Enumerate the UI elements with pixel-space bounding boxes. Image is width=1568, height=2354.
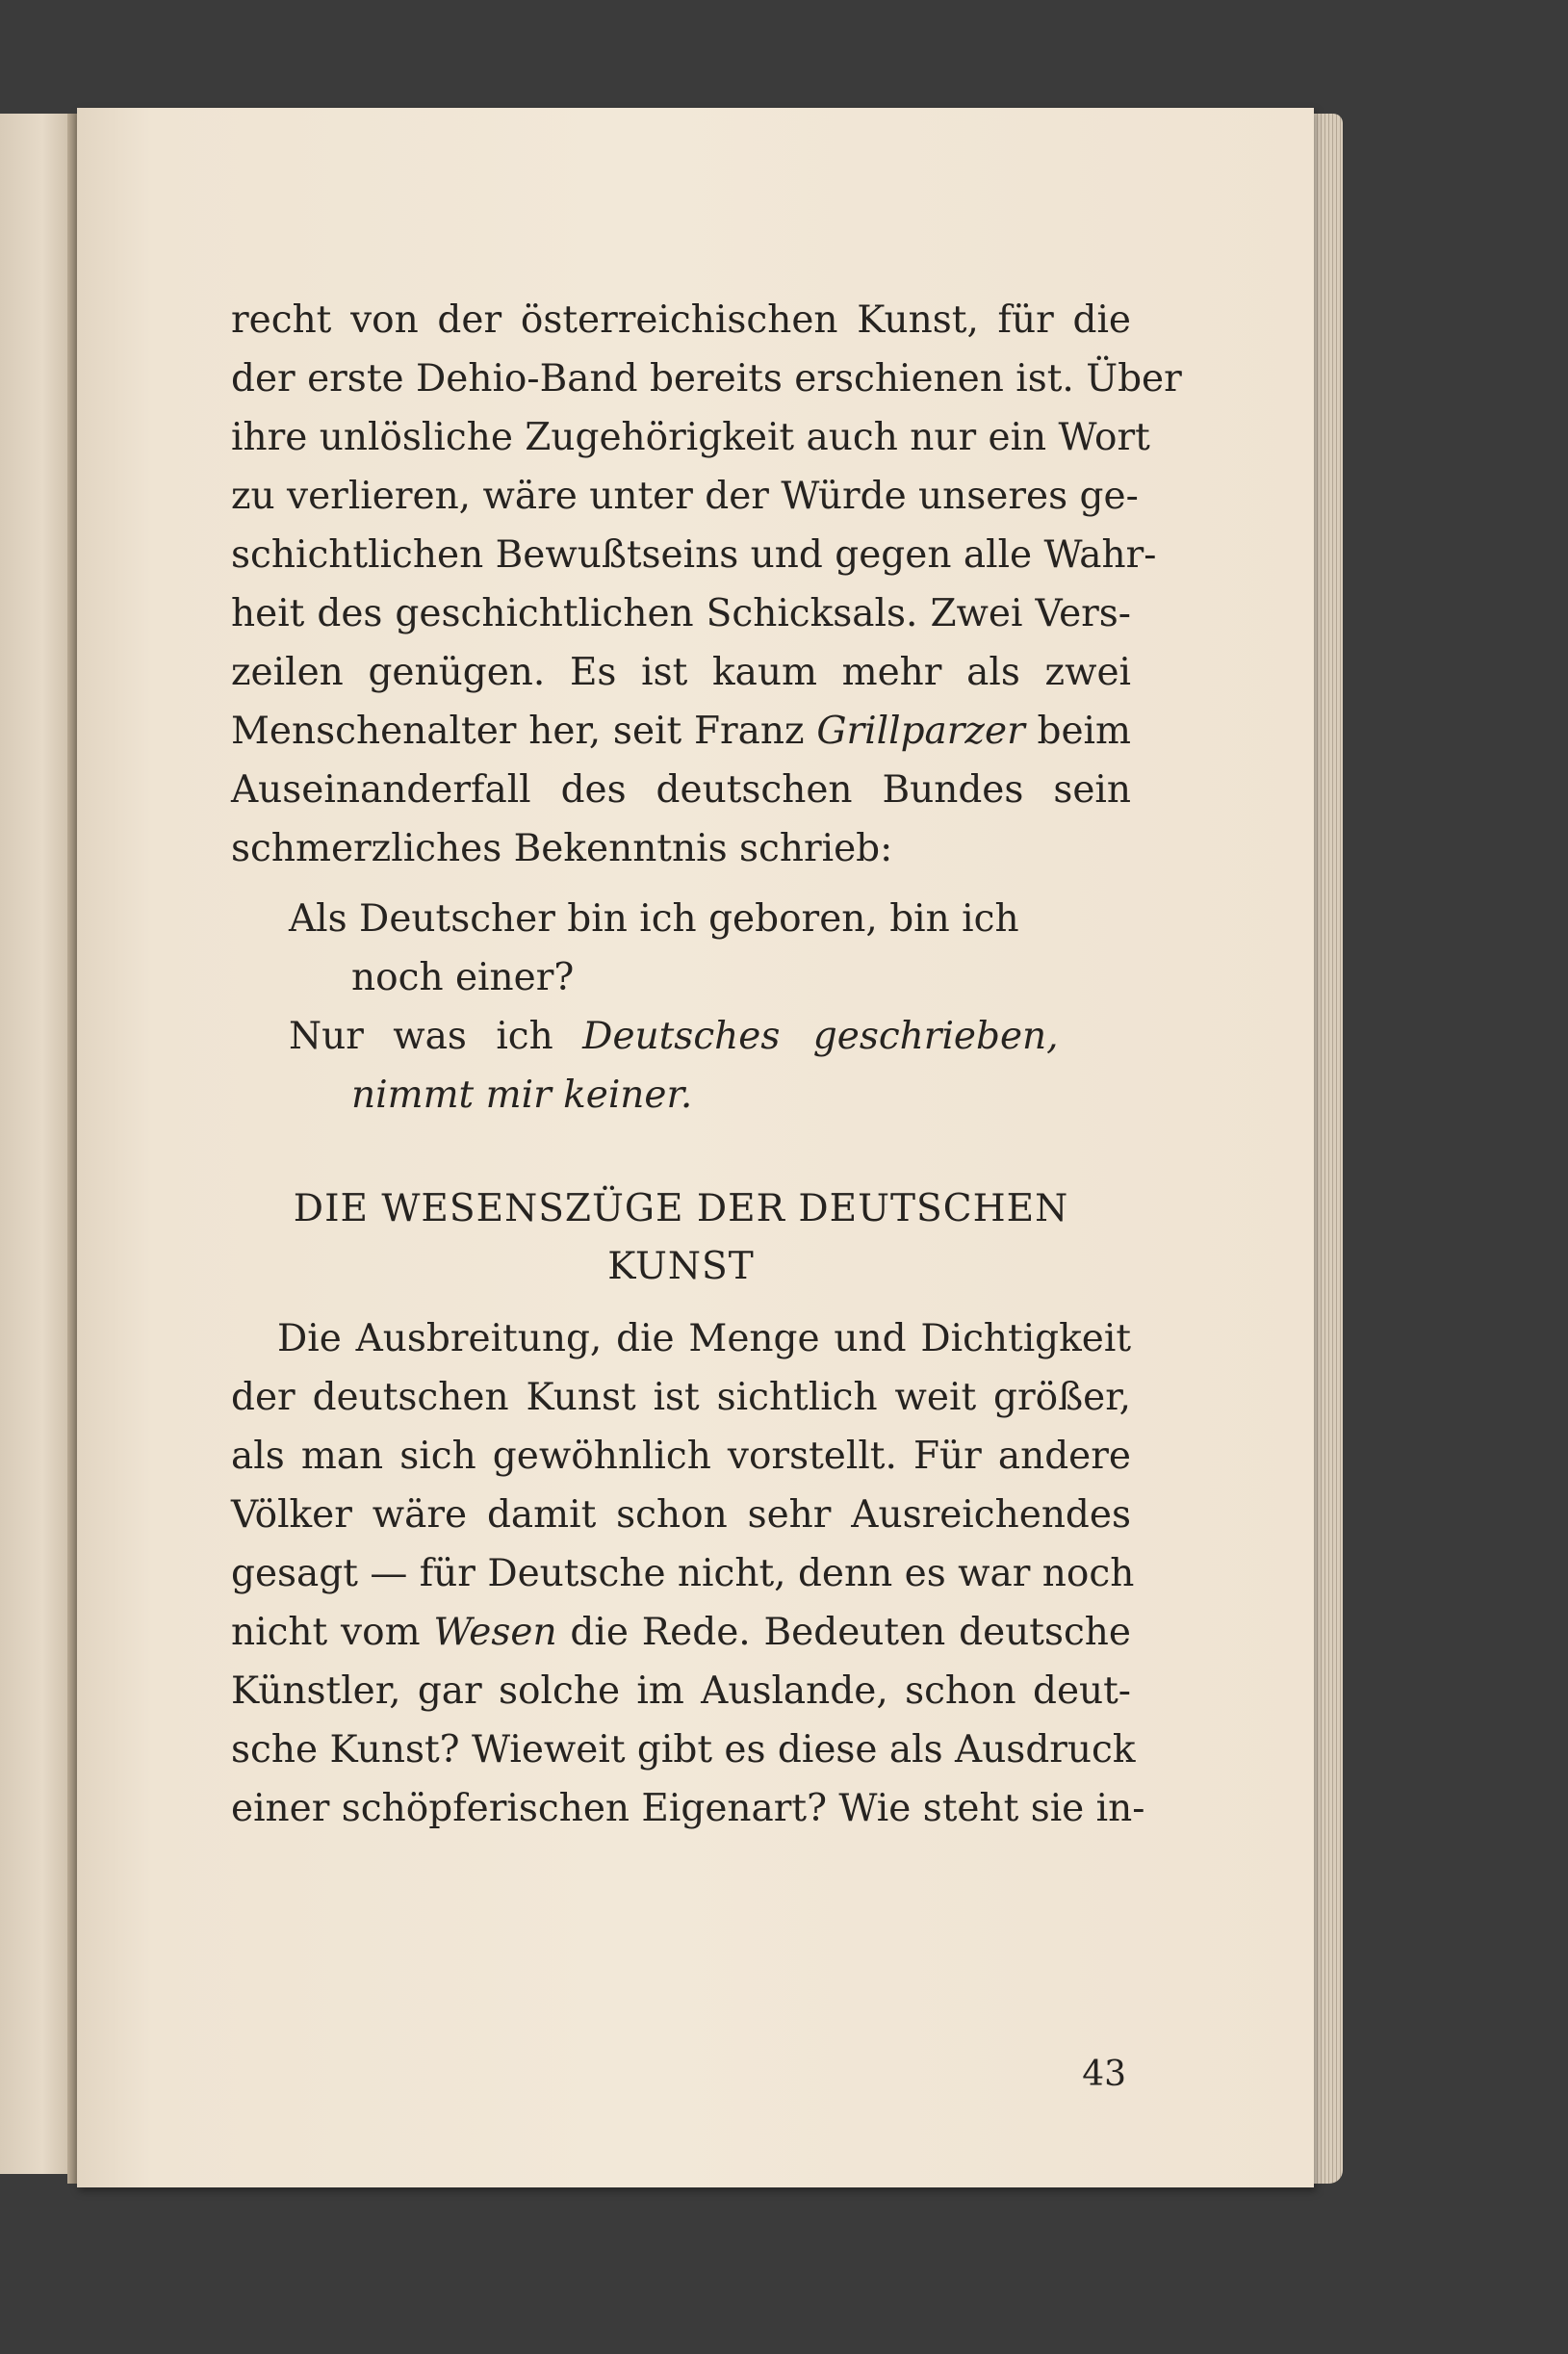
text-line: gesagt — für Deutsche nicht, denn es war noch [231, 1552, 1135, 1595]
author-name-italic: Grillparzer [816, 710, 1025, 753]
text-line: heit des geschichtlichen Schicksals. Zwei Vers- [231, 592, 1131, 635]
text-line: schmerzliches Bekenntnis schrieb: [231, 827, 893, 870]
section-heading [231, 1180, 1131, 1296]
text-line: als man sich gewöhnlich vorstellt. Für andere [231, 1435, 1131, 1478]
text-line: einer schöpferischen Eigenart? Wie steht sie in- [231, 1787, 1145, 1830]
text-run-italic: Deutsches geschrieben, [582, 1015, 1059, 1058]
text-run: Nur was ich [289, 1015, 583, 1058]
page-number: 43 [1082, 2055, 1126, 2094]
verse-line: Als Deutscher bin ich geboren, bin ich [289, 897, 1019, 941]
text-line: der deutschen Kunst ist sichtlich weit größer, [231, 1376, 1131, 1419]
verse-line: nimmt mir keiner. [351, 1074, 693, 1117]
verse-line: noch einer? [351, 956, 575, 999]
text-line: Völker wäre damit schon sehr Ausreichendes [231, 1493, 1131, 1537]
heading-line: DIE WESENSZÜGE DER DEUTSCHEN [293, 1187, 1069, 1230]
book-page [77, 108, 1314, 2187]
page-text [231, 291, 1182, 1838]
text-line: Künstler, gar solche im Auslande, schon deut- [231, 1669, 1131, 1713]
text-line [231, 1603, 1131, 1662]
text-run: Menschenalter her, seit Franz [231, 710, 817, 753]
text-run: die Rede. Bedeuten deutsche [556, 1611, 1131, 1654]
text-run-italic: Wesen [433, 1611, 557, 1654]
text-line: zeilen genügen. Es ist kaum mehr als zwei [231, 651, 1131, 694]
text-line: Die Ausbreitung, die Menge und Dichtigkeit [277, 1317, 1131, 1360]
previous-page-edge [0, 114, 77, 2174]
text-line: schichtlichen Bewußtseins und gegen alle Wahr- [231, 533, 1157, 577]
text-run: beim [1024, 710, 1131, 753]
text-line [231, 702, 1131, 761]
heading-line: KUNST [607, 1245, 755, 1288]
paragraph-1 [231, 291, 1182, 878]
text-line: zu verlieren, wäre unter der Würde unseres ge- [231, 475, 1139, 518]
paragraph-2 [231, 1309, 1145, 1838]
verse-line [231, 1007, 1131, 1066]
text-run: nicht vom [231, 1611, 434, 1654]
text-line: Auseinanderfall des deutschen Bundes sein [231, 768, 1131, 812]
text-line: sche Kunst? Wieweit gibt es diese als Ausdruck [231, 1728, 1136, 1772]
text-line: recht von der österreichischen Kunst, für die [231, 298, 1131, 342]
text-line: der erste Dehio-Band bereits erschienen ist. Über [231, 357, 1182, 401]
verse-quote [231, 890, 1131, 1125]
text-line: ihre unlösliche Zugehörigkeit auch nur ein Wort [231, 416, 1150, 459]
